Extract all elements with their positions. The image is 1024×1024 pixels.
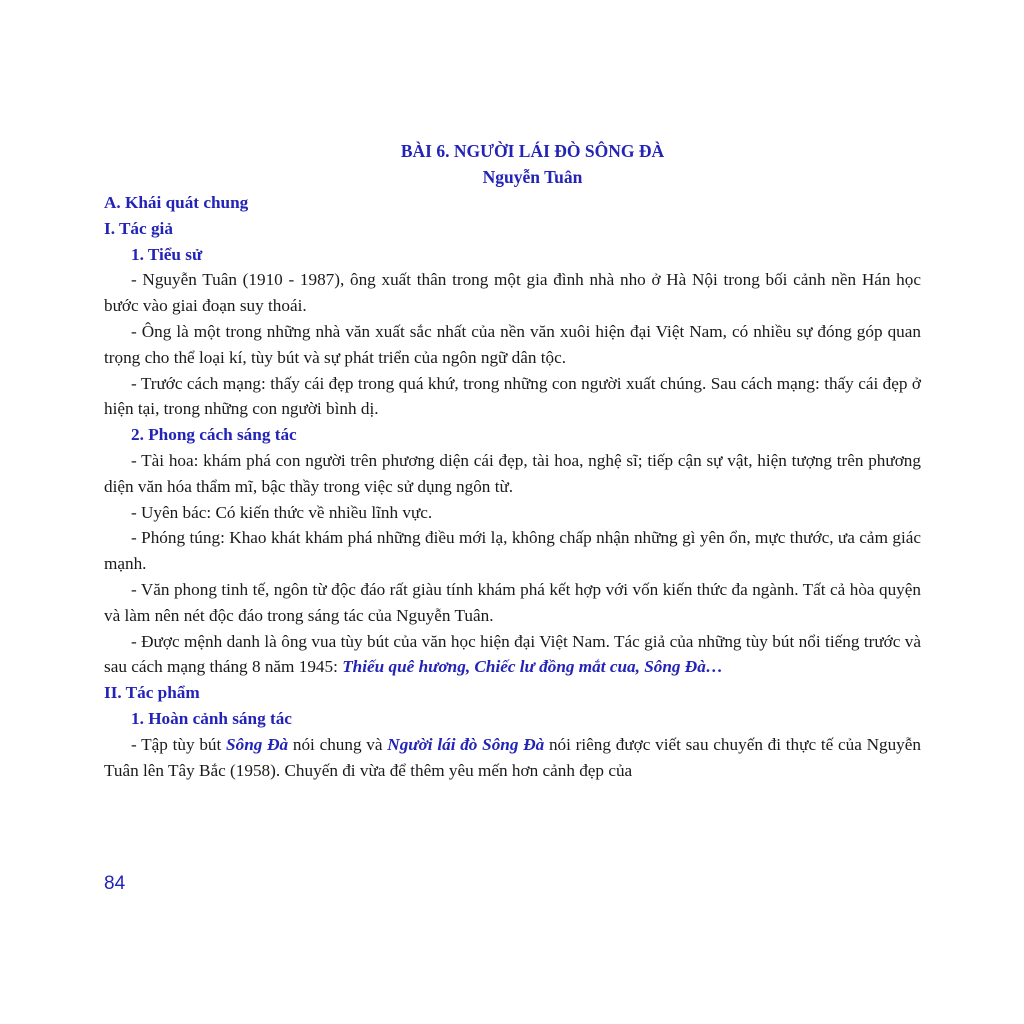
work-title: Chiếc lư đồng mắt cua — [474, 657, 636, 677]
section-ii-heading: II. Tác phẩm — [104, 683, 200, 703]
context-text: nói riêng được viết sau chuyến đi thực tế của Nguyễn Tuân lên Tây Bắc (1958). Chuyến đi vừa để thêm yêu mến hơn cảnh đẹp của — [104, 734, 921, 780]
work-title: Người lái đò Sông Đà — [387, 734, 545, 754]
style-paragraph: - Văn phong tinh tế, ngôn từ độc đáo rất giàu tính khám phá kết hợp với vốn kiến thức đa ngành. Tất cả hòa quyện và làm nên nét độc đáo trong sáng tác của Nguyễn Tuân. — [104, 579, 921, 625]
biography-paragraph: - Ông là một trong những nhà văn xuất sắc nhất của nền văn xuôi hiện đại Việt Nam, có nhiều sự đóng góp quan trọng cho thể loại kí, tùy bút và sự phát triển của ngôn ngữ dân tộc. — [104, 321, 921, 367]
work-separator: , — [635, 657, 645, 677]
section-i-heading: I. Tác giả — [104, 218, 173, 238]
context-heading: 1. Hoàn cảnh sáng tác — [131, 708, 292, 728]
style-paragraph: - Phóng túng: Khao khát khám phá những điều mới lạ, không chấp nhận những gì yên ổn, mực thước, ưa cảm giác mạnh. — [104, 528, 921, 574]
style-heading: 2. Phong cách sáng tác — [131, 425, 297, 445]
page-number: 84 — [104, 873, 126, 894]
style-paragraph: - Uyên bác: Có kiến thức về nhiều lĩnh vực. — [131, 502, 433, 522]
context-paragraph — [104, 732, 921, 784]
biography-paragraph: - Nguyễn Tuân (1910 - 1987), ông xuất thân trong một gia đình nhà nho ở Hà Nội trong bối cảnh nền Hán học bước vào giai đoạn suy thoái. — [104, 270, 921, 316]
fame-paragraph — [104, 629, 921, 681]
work-separator: , — [465, 657, 475, 677]
section-a-heading: A. Khái quát chung — [104, 193, 249, 212]
work-title: Sông Đà… — [644, 657, 723, 677]
author-name: Nguyễn Tuân — [482, 167, 583, 187]
lesson-title: BÀI 6. NGƯỜI LÁI ĐÒ SÔNG ĐÀ — [400, 141, 665, 161]
biography-heading: 1. Tiểu sử — [131, 244, 203, 264]
biography-paragraph: - Trước cách mạng: thấy cái đẹp trong quá khứ, trong những con người xuất chúng. Sau cách mạng: thấy cái đẹp ở hiện tại, trong những con người bình dị. — [104, 373, 921, 419]
work-title: Thiếu quê hương — [342, 657, 466, 677]
fame-text: - Được mệnh danh là ông vua tùy bút của văn học hiện đại Việt Nam. Tác giả của những tùy bút nổi tiếng trước và sau cách mạng tháng 8 năm 1945: — [104, 631, 921, 677]
work-title: Sông Đà — [226, 734, 289, 754]
context-text: nói chung và — [288, 734, 388, 754]
context-text: - Tập tùy bút — [131, 734, 227, 754]
style-paragraph: - Tài hoa: khám phá con người trên phương diện cái đẹp, tài hoa, nghệ sĩ; tiếp cận sự vật, hiện tượng trên phương diện văn hóa thẩm mĩ, bậc thầy trong việc sử dụng ngôn từ. — [104, 450, 921, 496]
document-page — [104, 138, 921, 783]
